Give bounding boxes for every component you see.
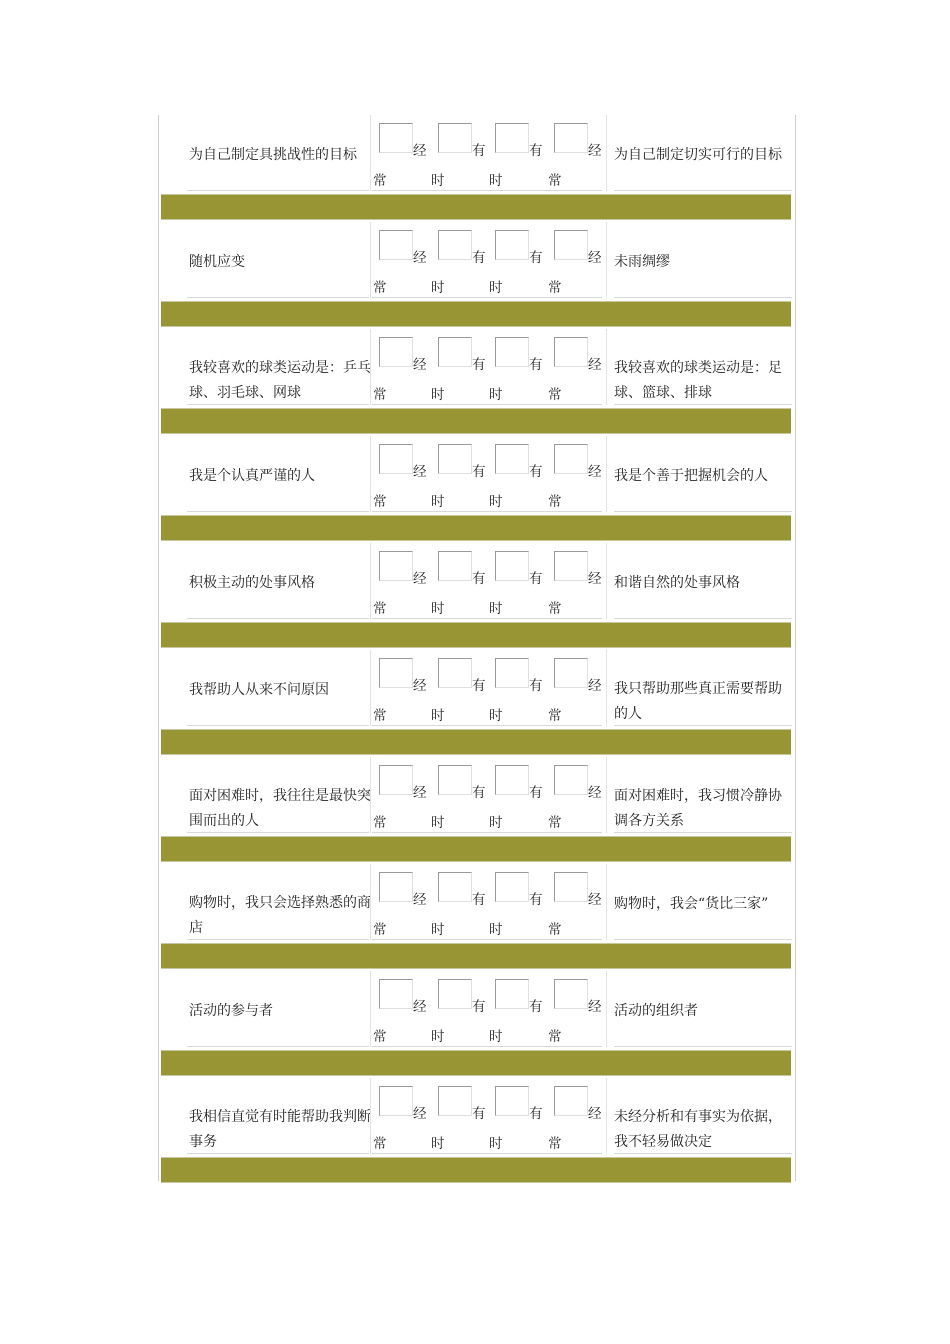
cell-border — [187, 1153, 369, 1154]
option-label-top: 经 — [588, 571, 602, 587]
option-label-bottom: 常 — [373, 387, 387, 403]
row-separator-band — [161, 515, 791, 541]
option-label-bottom: 时 — [431, 280, 445, 296]
option-label-top: 有 — [529, 999, 543, 1015]
rating-checkbox[interactable] — [438, 1086, 472, 1116]
option-label-bottom: 时 — [431, 922, 445, 938]
row-separator-band — [161, 1050, 791, 1076]
left-statement: 购物时，我只会选择熟悉的商店 — [189, 895, 371, 936]
option-label-top: 有 — [529, 250, 543, 266]
cell-border — [187, 404, 369, 405]
right-statement: 我较喜欢的球类运动是：足球、篮球、排球 — [614, 360, 782, 401]
right-statement: 为自己制定切实可行的目标 — [614, 147, 782, 163]
column-divider — [606, 1078, 607, 1154]
rating-checkbox[interactable] — [495, 765, 529, 795]
option-label-bottom: 时 — [431, 173, 445, 189]
cell-border — [372, 725, 602, 726]
question-row — [159, 222, 795, 302]
column-divider — [606, 543, 607, 619]
rating-checkbox[interactable] — [438, 765, 472, 795]
rating-checkbox[interactable] — [438, 444, 472, 474]
option-label-bottom: 时 — [489, 387, 503, 403]
column-divider — [370, 222, 371, 298]
rating-checkbox[interactable] — [379, 658, 413, 688]
rating-checkbox[interactable] — [495, 1086, 529, 1116]
option-label-top: 经 — [588, 999, 602, 1015]
option-label-top: 经 — [588, 464, 602, 480]
option-label-top: 有 — [472, 250, 486, 266]
cell-border — [614, 511, 792, 512]
option-label-bottom: 常 — [373, 1136, 387, 1152]
cell-border — [187, 190, 369, 191]
right-statement: 面对困难时，我习惯冷静协调各方关系 — [614, 788, 782, 829]
cell-border — [187, 297, 369, 298]
rating-checkbox[interactable] — [438, 230, 472, 260]
left-statement: 我较喜欢的球类运动是：乒乓球、羽毛球、网球 — [189, 360, 371, 401]
option-label-top: 有 — [529, 464, 543, 480]
option-label-bottom: 常 — [548, 601, 562, 617]
option-label-top: 有 — [472, 999, 486, 1015]
left-statement: 积极主动的处事风格 — [189, 575, 315, 591]
option-label-bottom: 常 — [373, 922, 387, 938]
column-divider — [370, 329, 371, 405]
question-row — [159, 971, 795, 1051]
rating-checkbox[interactable] — [438, 337, 472, 367]
cell-border — [614, 618, 792, 619]
rating-checkbox[interactable] — [554, 123, 588, 153]
rating-checkbox[interactable] — [438, 658, 472, 688]
column-divider — [606, 436, 607, 512]
cell-border — [372, 1046, 602, 1047]
column-divider — [606, 971, 607, 1047]
question-row — [159, 757, 795, 837]
option-label-bottom: 时 — [489, 708, 503, 724]
cell-border — [614, 1153, 792, 1154]
option-label-bottom: 常 — [548, 387, 562, 403]
rating-checkbox[interactable] — [495, 551, 529, 581]
left-statement: 我相信直觉有时能帮助我判断事务 — [189, 1109, 371, 1150]
option-label-top: 经 — [588, 250, 602, 266]
cell-border — [187, 1046, 369, 1047]
option-label-bottom: 时 — [431, 708, 445, 724]
option-label-top: 有 — [472, 678, 486, 694]
option-label-bottom: 时 — [489, 1136, 503, 1152]
cell-border — [372, 1153, 602, 1154]
option-label-top: 经 — [588, 143, 602, 159]
option-label-bottom: 时 — [489, 280, 503, 296]
option-label-bottom: 常 — [548, 922, 562, 938]
option-label-bottom: 常 — [373, 708, 387, 724]
cell-border — [372, 511, 602, 512]
question-row — [159, 864, 795, 944]
option-label-bottom: 时 — [431, 815, 445, 831]
rating-checkbox[interactable] — [379, 872, 413, 902]
cell-border — [614, 1046, 792, 1047]
cell-border — [614, 297, 792, 298]
rating-checkbox[interactable] — [495, 872, 529, 902]
cell-border — [187, 511, 369, 512]
cell-border — [614, 404, 792, 405]
column-divider — [370, 971, 371, 1047]
column-divider — [606, 329, 607, 405]
rating-checkbox[interactable] — [495, 123, 529, 153]
option-label-bottom: 时 — [489, 173, 503, 189]
option-label-bottom: 常 — [373, 280, 387, 296]
left-statement: 为自己制定具挑战性的目标 — [189, 147, 357, 163]
option-label-bottom: 常 — [373, 494, 387, 510]
rating-checkbox[interactable] — [495, 444, 529, 474]
rating-checkbox[interactable] — [379, 551, 413, 581]
option-label-bottom: 常 — [373, 1029, 387, 1045]
row-separator-band — [161, 836, 791, 862]
question-row — [159, 329, 795, 409]
option-label-top: 有 — [529, 892, 543, 908]
cell-border — [187, 832, 369, 833]
right-statement: 我只帮助那些真正需要帮助的人 — [614, 681, 782, 722]
left-statement: 我帮助人从来不问原因 — [189, 682, 329, 698]
rating-checkbox[interactable] — [379, 123, 413, 153]
option-label-top: 经 — [588, 892, 602, 908]
rating-checkbox[interactable] — [554, 444, 588, 474]
option-label-bottom: 常 — [548, 708, 562, 724]
cell-border — [187, 618, 369, 619]
option-label-top: 有 — [472, 1106, 486, 1122]
option-label-top: 有 — [472, 143, 486, 159]
option-label-bottom: 常 — [548, 1136, 562, 1152]
option-label-bottom: 时 — [489, 815, 503, 831]
option-label-top: 经 — [588, 1106, 602, 1122]
right-statement: 未经分析和有事实为依据，我不轻易做决定 — [614, 1109, 782, 1150]
rating-checkbox[interactable] — [554, 551, 588, 581]
rating-checkbox[interactable] — [379, 337, 413, 367]
cell-border — [372, 404, 602, 405]
option-label-top: 有 — [472, 892, 486, 908]
cell-border — [372, 832, 602, 833]
option-label-bottom: 时 — [489, 494, 503, 510]
cell-border — [614, 939, 792, 940]
left-statement: 活动的参与者 — [189, 1003, 273, 1019]
option-label-top: 有 — [472, 357, 486, 373]
column-divider — [370, 436, 371, 512]
cell-border — [372, 939, 602, 940]
row-separator-band — [161, 408, 791, 434]
rating-checkbox[interactable] — [554, 230, 588, 260]
left-statement: 我是个认真严谨的人 — [189, 468, 315, 484]
row-separator-band — [161, 301, 791, 327]
option-label-top: 有 — [529, 785, 543, 801]
row-separator-band — [161, 194, 791, 220]
option-label-bottom: 常 — [373, 173, 387, 189]
option-label-bottom: 时 — [431, 601, 445, 617]
option-label-bottom: 时 — [489, 922, 503, 938]
option-label-top: 有 — [472, 571, 486, 587]
right-statement: 和谐自然的处事风格 — [614, 575, 740, 591]
option-label-bottom: 时 — [431, 494, 445, 510]
cell-border — [614, 832, 792, 833]
cell-border — [614, 190, 792, 191]
cell-border — [372, 190, 602, 191]
cell-border — [372, 618, 602, 619]
question-row — [159, 436, 795, 516]
option-label-top: 经 — [413, 785, 427, 801]
rating-checkbox[interactable] — [379, 765, 413, 795]
question-row — [159, 115, 795, 195]
option-label-bottom: 常 — [548, 1029, 562, 1045]
rating-checkbox[interactable] — [495, 230, 529, 260]
option-label-top: 有 — [529, 678, 543, 694]
rating-checkbox[interactable] — [379, 979, 413, 1009]
rating-checkbox[interactable] — [554, 872, 588, 902]
rating-checkbox[interactable] — [379, 230, 413, 260]
option-label-top: 经 — [413, 571, 427, 587]
option-label-top: 经 — [413, 250, 427, 266]
row-separator-band — [161, 943, 791, 969]
option-label-top: 经 — [413, 678, 427, 694]
row-separator-band — [161, 622, 791, 648]
column-divider — [370, 757, 371, 833]
option-label-top: 经 — [413, 892, 427, 908]
column-divider — [606, 757, 607, 833]
cell-border — [187, 725, 369, 726]
option-label-top: 有 — [529, 571, 543, 587]
rating-checkbox[interactable] — [438, 872, 472, 902]
option-label-bottom: 常 — [548, 280, 562, 296]
option-label-bottom: 时 — [489, 1029, 503, 1045]
rating-checkbox[interactable] — [554, 337, 588, 367]
right-statement: 未雨绸缪 — [614, 254, 670, 270]
option-label-top: 经 — [588, 357, 602, 373]
cell-border — [614, 725, 792, 726]
column-divider — [370, 650, 371, 726]
option-label-top: 经 — [413, 464, 427, 480]
row-separator-band — [161, 1157, 791, 1183]
option-label-bottom: 常 — [548, 494, 562, 510]
rating-checkbox[interactable] — [554, 765, 588, 795]
question-row — [159, 1078, 795, 1158]
rating-checkbox[interactable] — [554, 1086, 588, 1116]
option-label-bottom: 时 — [431, 1029, 445, 1045]
option-label-bottom: 常 — [548, 815, 562, 831]
left-statement: 面对困难时，我往往是最快突围而出的人 — [189, 788, 371, 829]
rating-checkbox[interactable] — [379, 444, 413, 474]
option-label-bottom: 常 — [373, 815, 387, 831]
option-label-bottom: 常 — [373, 601, 387, 617]
option-label-top: 有 — [529, 143, 543, 159]
option-label-top: 经 — [413, 357, 427, 373]
option-label-top: 有 — [472, 464, 486, 480]
rating-checkbox[interactable] — [495, 658, 529, 688]
rating-checkbox[interactable] — [438, 979, 472, 1009]
option-label-top: 经 — [588, 678, 602, 694]
rating-checkbox[interactable] — [554, 979, 588, 1009]
question-row — [159, 543, 795, 623]
column-divider — [606, 864, 607, 940]
option-label-top: 有 — [529, 357, 543, 373]
option-label-bottom: 常 — [548, 173, 562, 189]
rating-checkbox[interactable] — [495, 337, 529, 367]
right-statement: 活动的组织者 — [614, 1003, 698, 1019]
option-label-bottom: 时 — [489, 601, 503, 617]
option-label-bottom: 时 — [431, 387, 445, 403]
option-label-top: 有 — [529, 1106, 543, 1122]
rating-checkbox[interactable] — [379, 1086, 413, 1116]
cell-border — [187, 939, 369, 940]
column-divider — [606, 650, 607, 726]
question-row — [159, 650, 795, 730]
rating-checkbox[interactable] — [554, 658, 588, 688]
left-statement: 随机应变 — [189, 254, 245, 270]
column-divider — [370, 543, 371, 619]
cell-border — [372, 297, 602, 298]
option-label-top: 经 — [413, 999, 427, 1015]
option-label-top: 有 — [472, 785, 486, 801]
right-statement: 购物时，我会“货比三家” — [614, 896, 769, 912]
option-label-top: 经 — [413, 143, 427, 159]
rating-checkbox[interactable] — [438, 551, 472, 581]
column-divider — [370, 864, 371, 940]
row-separator-band — [161, 729, 791, 755]
column-divider — [370, 1078, 371, 1154]
column-divider — [370, 115, 371, 191]
column-divider — [606, 115, 607, 191]
column-divider — [606, 222, 607, 298]
rating-checkbox[interactable] — [495, 979, 529, 1009]
option-label-bottom: 时 — [431, 1136, 445, 1152]
option-label-top: 经 — [413, 1106, 427, 1122]
questionnaire-table — [158, 115, 796, 1181]
right-statement: 我是个善于把握机会的人 — [614, 468, 768, 484]
option-label-top: 经 — [588, 785, 602, 801]
rating-checkbox[interactable] — [438, 123, 472, 153]
